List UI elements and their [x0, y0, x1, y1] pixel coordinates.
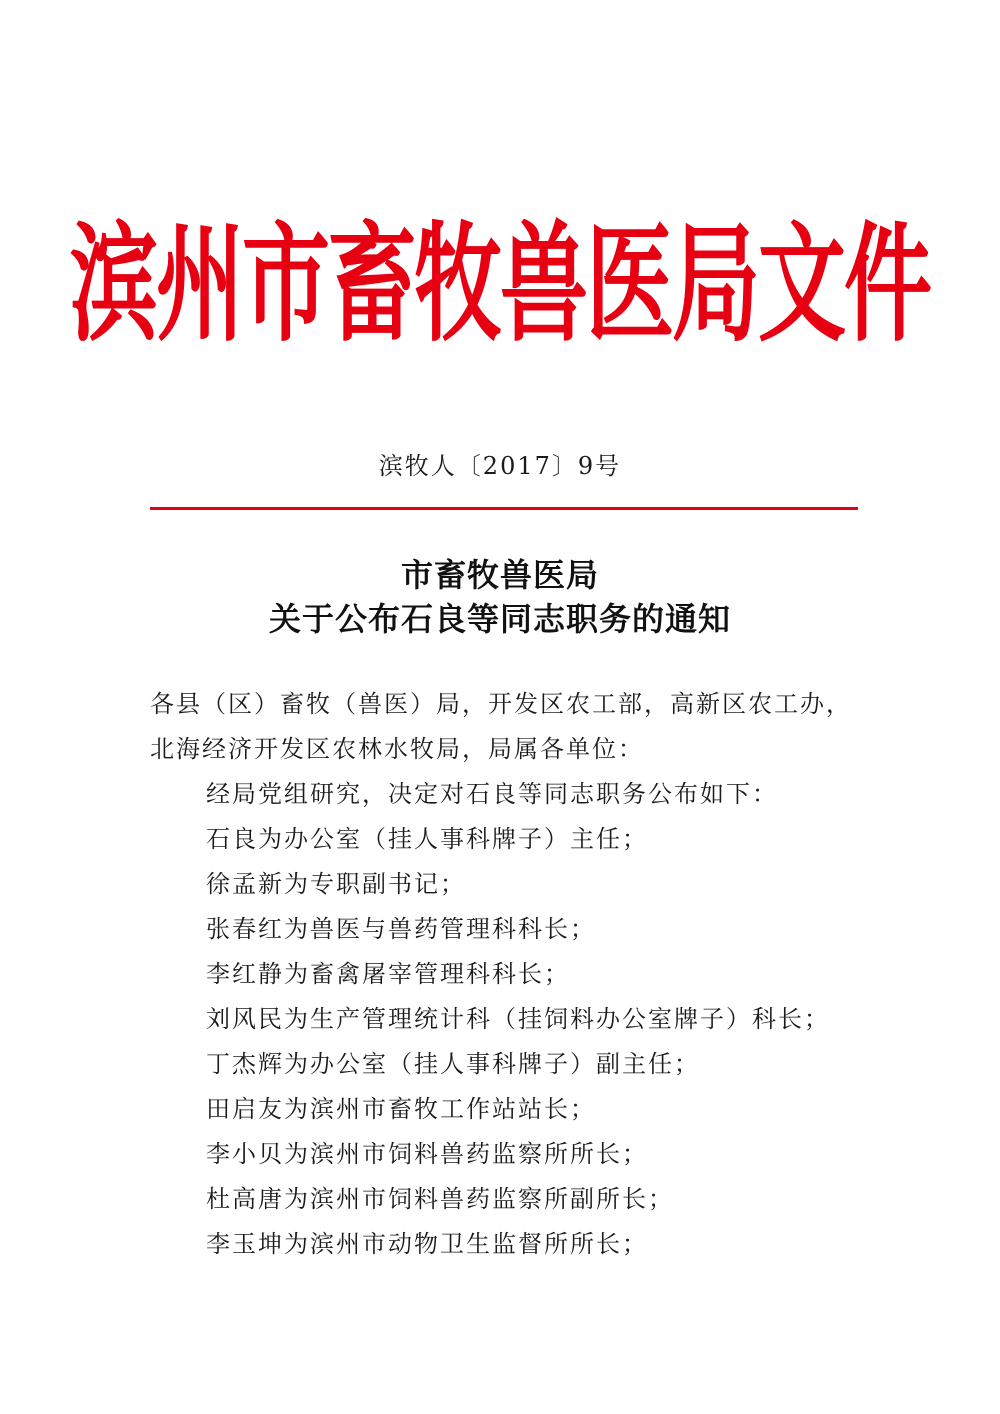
- addressee-line-2: 北海经济开发区农林水牧局，局属各单位：: [150, 735, 644, 763]
- addressee-line-1: 各县（区）畜牧（兽医）局，开发区农工部，高新区农工办，: [150, 690, 852, 718]
- red-divider-line: [150, 507, 858, 510]
- document-number: 滨牧人〔2017〕9号: [378, 452, 622, 480]
- appointment-item: 李小贝为滨州市饲料兽药监察所所长；: [206, 1140, 648, 1168]
- appointment-item: 李玉坤为滨州市动物卫生监督所所长；: [206, 1230, 648, 1258]
- appointment-item: 田启友为滨州市畜牧工作站站长；: [206, 1095, 596, 1123]
- appointment-item: 张春红为兽医与兽药管理科科长；: [206, 915, 596, 943]
- appointment-item: 徐孟新为专职副书记；: [206, 870, 466, 898]
- appointment-item: 刘风民为生产管理统计科（挂饲料办公室牌子）科长；: [206, 1005, 830, 1033]
- appointment-item: 李红静为畜禽屠宰管理科科长；: [206, 960, 570, 988]
- document-masthead: 滨州市畜牧兽医局文件: [70, 209, 931, 360]
- notice-title-line-2: 关于公布石良等同志职务的通知: [268, 600, 731, 638]
- appointment-item: 石良为办公室（挂人事科牌子）主任；: [206, 825, 648, 853]
- appointment-item: 丁杰辉为办公室（挂人事科牌子）副主任；: [206, 1050, 700, 1078]
- notice-title-line-1: 市畜牧兽医局: [400, 556, 599, 594]
- intro-paragraph: 经局党组研究，决定对石良等同志职务公布如下：: [206, 780, 778, 808]
- appointment-item: 杜高唐为滨州市饲料兽药监察所副所长；: [206, 1185, 674, 1213]
